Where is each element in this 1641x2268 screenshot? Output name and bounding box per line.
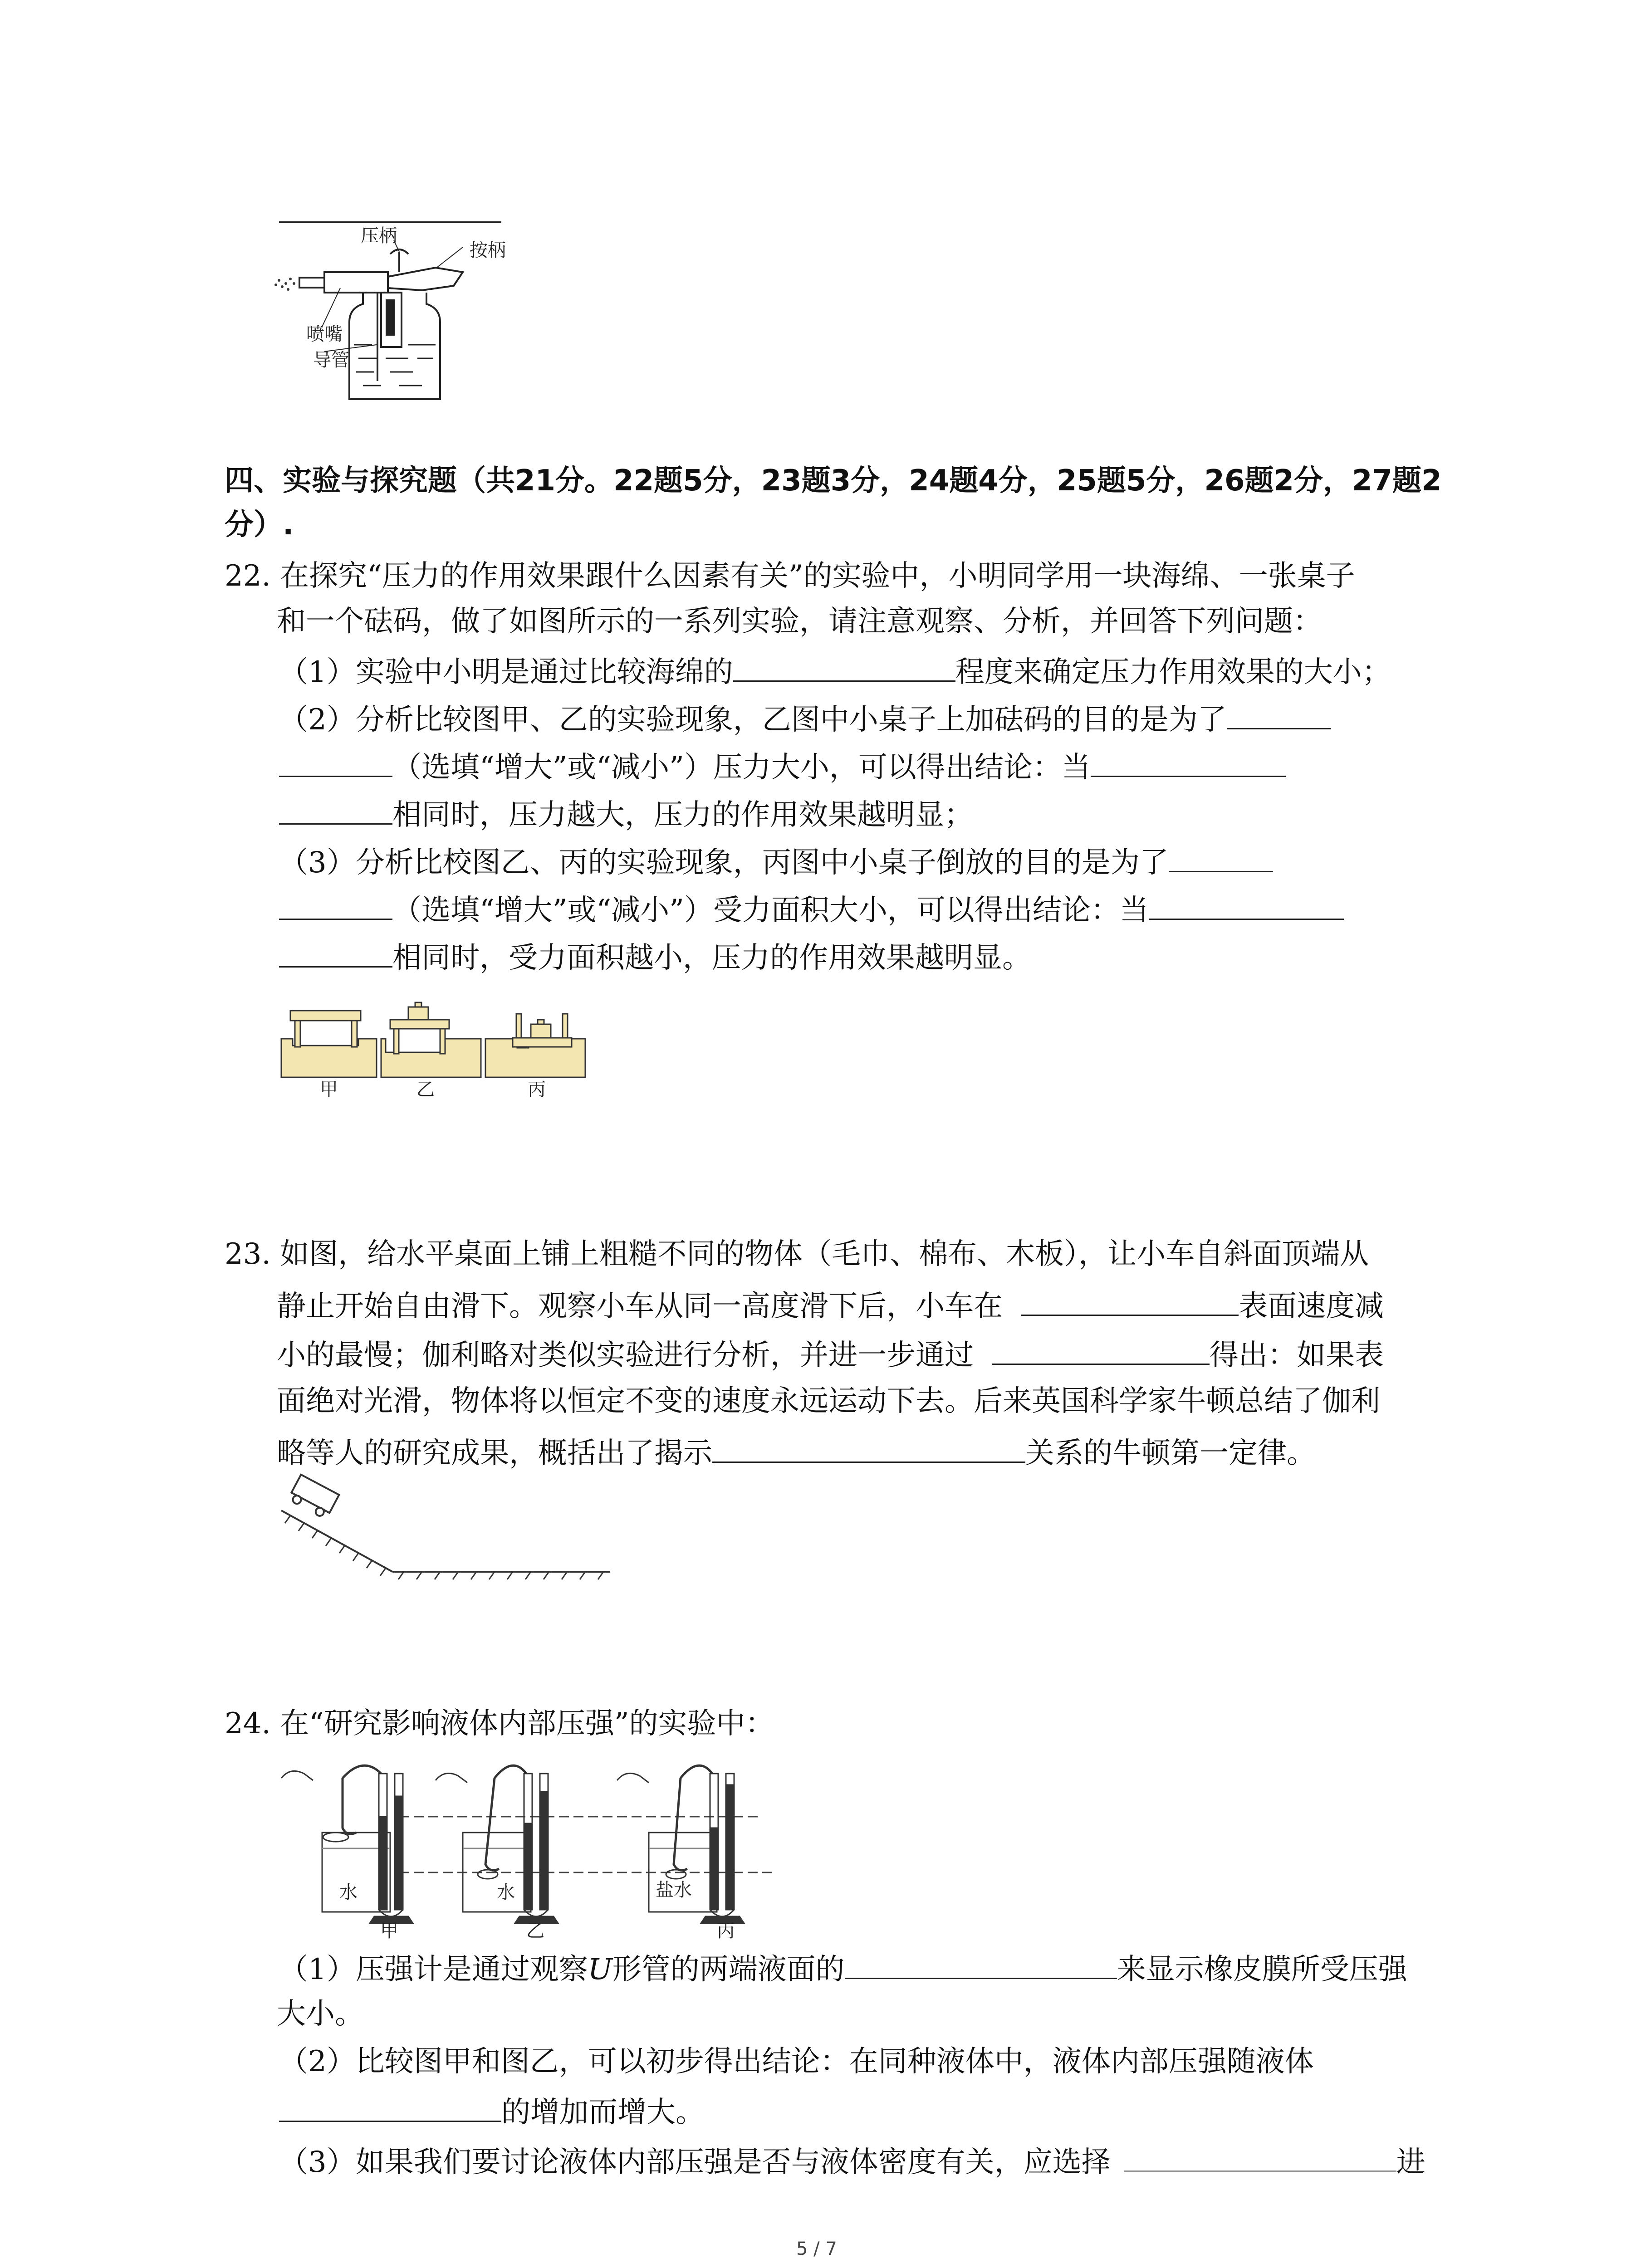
table-jia	[290, 1011, 361, 1047]
q22-blank-3[interactable]	[279, 744, 392, 777]
page-number: 5 / 7	[796, 2239, 837, 2259]
q22-blank-2[interactable]	[1227, 696, 1331, 729]
q24-part1	[279, 1946, 1407, 1990]
q24-part2a: （2）比较图甲和图乙，可以初步得出结论：在同种液体中，液体内部压强随液体	[279, 2045, 1314, 2078]
q24-p1-text-c: 来显示橡皮膜所受压强	[1117, 1953, 1407, 1986]
cart	[288, 1475, 339, 1520]
q24-fig-label-jia: 甲	[380, 1921, 398, 1941]
incline-figure	[277, 1479, 612, 1583]
q22-part3a	[279, 839, 1273, 883]
q22-part2b	[279, 744, 1286, 788]
q22-line1: 22. 在探究“压力的作用效果跟什么因素有关”的实验中，小明同学用一块海绵、一张桌子	[225, 559, 1355, 593]
q22-part2a	[279, 696, 1331, 740]
q22-p2-text-a: （2）分析比较图甲、乙的实验现象，乙图中小桌子上加砝码的目的是为了	[279, 703, 1227, 737]
q24-p2-text-b: 的增加而增大。	[501, 2096, 705, 2129]
q23-l3-text-b: 得出：如果表	[1210, 1339, 1384, 1372]
q24-fig-label-bing: 丙	[717, 1921, 735, 1941]
q22-p3-text-b: （选填“增大”或“减小”）受力面积大小，可以得出结论：当	[392, 894, 1149, 927]
q22-fig-label-bing: 丙	[528, 1079, 546, 1100]
q24-part3	[279, 2139, 1425, 2183]
q22-blank-1[interactable]	[733, 649, 955, 682]
q24-blank-2[interactable]	[279, 2089, 501, 2122]
q22-blank-7[interactable]	[279, 887, 392, 920]
label-press: 按柄	[470, 240, 506, 261]
q24-p1-text-b: 形管的两端液面的	[612, 1953, 845, 1986]
q24-liquid-label-1: 水	[339, 1882, 358, 1903]
q23-l5-text-b: 关系的牛顿第一定律。	[1025, 1437, 1316, 1470]
q23-l2-text-b: 表面速度减	[1239, 1290, 1384, 1323]
q24-blank-3[interactable]	[1124, 2139, 1396, 2172]
q22-p3-text-c: 相同时，受力面积越小，压力的作用效果越明显。	[392, 941, 1031, 975]
q23-line3	[277, 1332, 1384, 1376]
q22-line2: 和一个砝码，做了如图所示的一系列实验，请注意观察、分析，并回答下列问题：	[277, 605, 1322, 638]
q23-l5-text-a: 略等人的研究成果，概括出了揭示	[277, 1437, 712, 1470]
q23-blank-3[interactable]	[712, 1430, 1025, 1463]
q23-l3-text-a: 小的最慢；伽利略对类似实验进行分析，并进一步通过	[277, 1339, 974, 1372]
q22-p1-text-b: 程度来确定压力作用效果的大小；	[955, 655, 1391, 689]
q23-blank-1[interactable]	[1021, 1283, 1239, 1316]
section4-title-line2: 分）.	[225, 508, 294, 542]
q22-p2-text-c: 相同时，压力越大，压力的作用效果越明显；	[392, 798, 973, 832]
q22-blank-5[interactable]	[279, 792, 392, 825]
q22-part1	[279, 649, 1391, 693]
q22-p2-text-b: （选填“增大”或“减小”）压力大小，可以得出结论：当	[392, 751, 1091, 784]
q24-part2b	[279, 2089, 705, 2133]
q23-line2	[277, 1283, 1384, 1327]
q22-blank-8[interactable]	[1149, 887, 1344, 920]
spray-mist	[274, 278, 295, 291]
pressure-gauge-figure	[272, 1760, 789, 1937]
q22-p1-text-a: （1）实验中小明是通过比较海绵的	[279, 655, 733, 689]
q24-part1-cont: 大小。	[277, 1997, 364, 2031]
q24-fig-label-yi: 乙	[526, 1921, 544, 1941]
q22-p3-text-a: （3）分析比校图乙、丙的实验现象，丙图中小桌子倒放的目的是为了	[279, 846, 1169, 880]
q23-blank-2[interactable]	[992, 1332, 1210, 1365]
q22-fig-label-jia: 甲	[320, 1079, 338, 1100]
q24-liquid-label-2: 水	[497, 1882, 515, 1903]
q23-l2-text-a: 静止开始自由滑下。观察小车从同一高度滑下后，小车在	[277, 1290, 1003, 1323]
q24-p1-text-a: （1）压强计是通过观察	[279, 1953, 588, 1986]
q24-blank-1[interactable]	[845, 1946, 1117, 1979]
q24-liquid-label-3: 盐水	[656, 1880, 692, 1901]
q24-p1-u: U	[588, 1953, 612, 1986]
q22-fig-label-yi: 乙	[416, 1079, 435, 1100]
q22-blank-6[interactable]	[1169, 839, 1273, 872]
q22-blank-9[interactable]	[279, 934, 392, 968]
q22-blank-4[interactable]	[1091, 744, 1286, 777]
table-bing	[513, 1014, 572, 1047]
q24-p3-text-b: 进	[1396, 2146, 1425, 2179]
label-nozzle: 喷嘴	[306, 324, 343, 345]
q23-line4: 面绝对光滑，物体将以恒定不变的速度永远运动下去。后来英国科学家牛顿总结了伽利	[277, 1384, 1380, 1418]
q22-part3c	[279, 934, 1031, 978]
q22-part2c	[279, 792, 973, 836]
q22-part3b	[279, 887, 1344, 931]
label-handle: 压柄	[361, 225, 397, 246]
q24-line1: 24. 在“研究影响液体内部压强”的实验中：	[225, 1707, 774, 1740]
q23-line1: 23. 如图，给水平桌面上铺上粗糙不同的物体（毛巾、棉布、木板），让小车自斜面顶端从	[225, 1237, 1369, 1271]
q24-p3-text-a: （3）如果我们要讨论液体内部压强是否与液体密度有关，应选择	[279, 2146, 1111, 2179]
table-yi	[390, 1002, 449, 1054]
section4-title-line1: 四、实验与探究题（共21分。22题5分，23题3分，24题4分，25题5分，26题2分，27题2	[225, 464, 1442, 498]
q23-line5	[277, 1430, 1316, 1474]
label-tube: 导管	[313, 350, 349, 371]
